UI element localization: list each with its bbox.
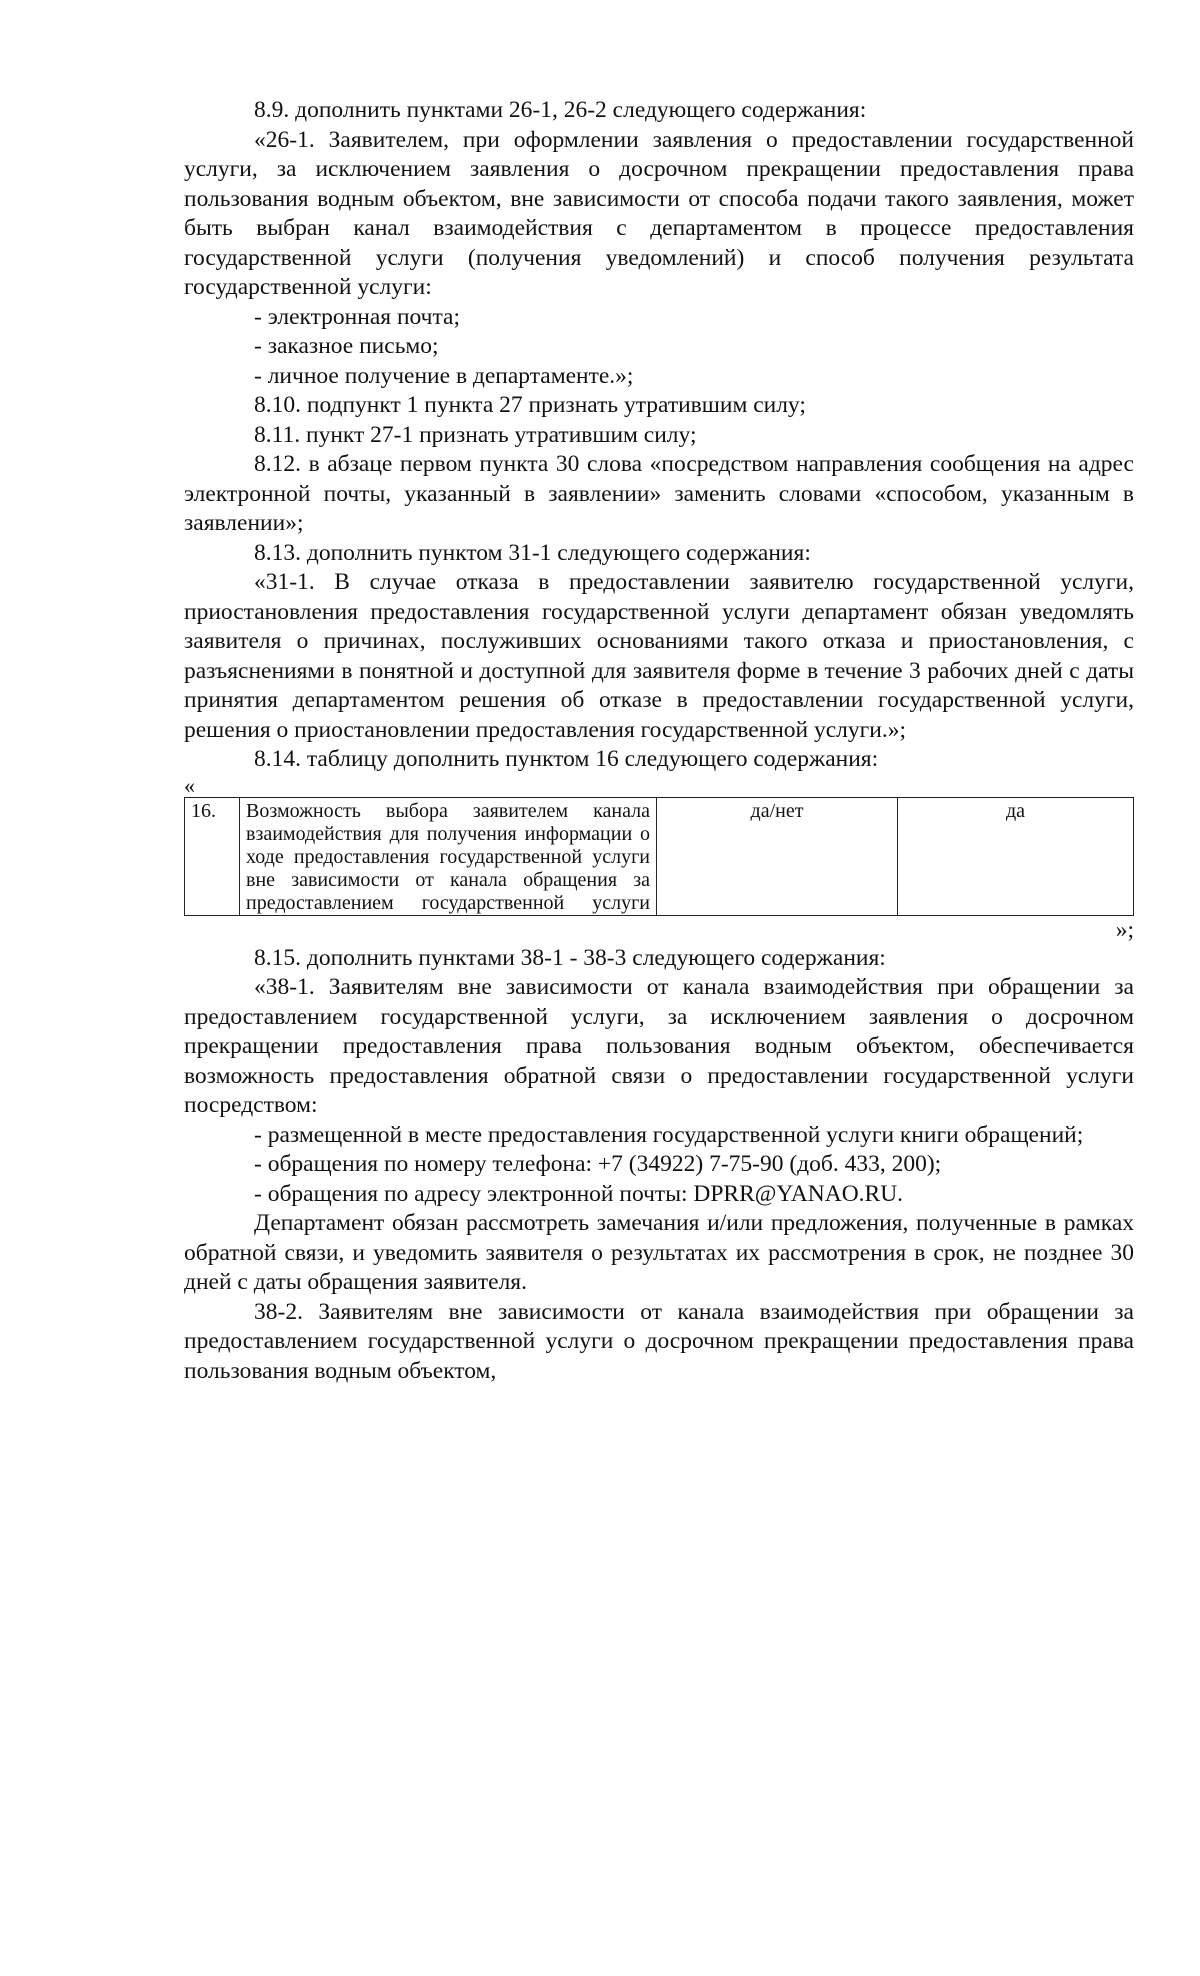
row-unit: да/нет [657,797,898,915]
paragraph-book: - размещенной в месте предоставления государственной услуги книги обращений; [254,1121,1084,1148]
paragraph-8-12: 8.12. в абзаце первом пункта 30 слова «посредством направления сообщения на адрес электронной почты, указанный в заявлении» заменить словами «способом, указанным в заявлении»; [184,451,1134,536]
paragraphs-top [184,96,1134,775]
paragraph-8-11: 8.11. пункт 27-1 признать утратившим силу; [254,421,697,448]
paragraph-38-2: 38-2. Заявителям вне зависимости от канала взаимодействия при обращении за предоставлением государственной услуги о досрочном прекращении предоставления права пользования водным объектом, [184,1298,1134,1384]
row-value: да [898,797,1134,915]
paragraph-mail: - обращения по адресу электронной почты: DPRR@YANAO.RU. [254,1180,904,1207]
paragraph-8-15: 8.15. дополнить пунктами 38-1 - 38-3 следующего содержания: [254,944,886,971]
paragraph-8-9: 8.9. дополнить пунктами 26-1, 26-2 следующего содержания: [254,97,867,123]
paragraph-letter: - заказное письмо; [254,333,439,359]
indicator-table [184,797,1134,916]
table-row [185,797,1134,915]
paragraph-38-1: «38-1. Заявителям вне зависимости от канала взаимодействия при обращении за предоставлением государственной услуги, за исключением заявления о досрочном прекращении предоставления права пользования водным объектом, обеспечивается возможность предоставления обратной связи о предоставлении государственной услуги посредством: [184,974,1134,1118]
row-description: Возможность выбора заявителем канала взаимодействия для получения информации о ходе предоставления государственной услуги вне зависимости от канала обращения за предоставлением государственной услуги [240,797,657,915]
row-number: 16. [185,797,240,915]
paragraph-dept: Департамент обязан рассмотреть замечания и/или предложения, полученные в рамках обратной связи, и уведомить заявителя о результатах их рассмотрения в срок, не позднее 30 дней с даты обращения заявителя. [184,1210,1134,1295]
paragraph-31-1: «31-1. В случае отказа в предоставлении заявителю государственной услуги, приостановления предоставления государственной услуги департамент обязан уведомлять заявителя о причинах, послуживших основаниями такого отказа и приостановления, с разъяснениями в понятной и доступной для заявителя форме в течение 3 рабочих дней с даты принятия департаментом решения об отказе в предоставлении государственной услуги, решения о приостановлении предоставления государственной услуги.»; [184,569,1134,743]
table-close-quote: »; [1115,916,1134,943]
paragraphs-bottom [184,944,1134,1387]
table-open-quote: « [184,772,195,798]
document-page [184,96,1134,1386]
paragraph-8-10: 8.10. подпункт 1 пункта 27 признать утратившим силу; [254,392,806,418]
paragraph-email: - электронная почта; [254,303,461,330]
paragraph-26-1: «26-1. Заявителем, при оформлении заявления о предоставлении государственной услуги, за исключением заявления о досрочном прекращении предоставления права пользования водным объектом, вне зависимости от способа подачи такого заявления, может быть выбран канал взаимодействия с департаментом в процессе предоставления государственной услуги (получения уведомлений) и способ получения результата государственной услуги: [184,126,1134,300]
paragraph-personal: - личное получение в департаменте.»; [254,362,634,389]
paragraph-8-14: 8.14. таблицу дополнить пунктом 16 следующего содержания: [254,746,879,772]
paragraph-phone: - обращения по номеру телефона: +7 (34922) 7-75-90 (доб. 433, 200); [254,1151,942,1177]
paragraph-8-13: 8.13. дополнить пунктом 31-1 следующего содержания: [254,539,811,566]
